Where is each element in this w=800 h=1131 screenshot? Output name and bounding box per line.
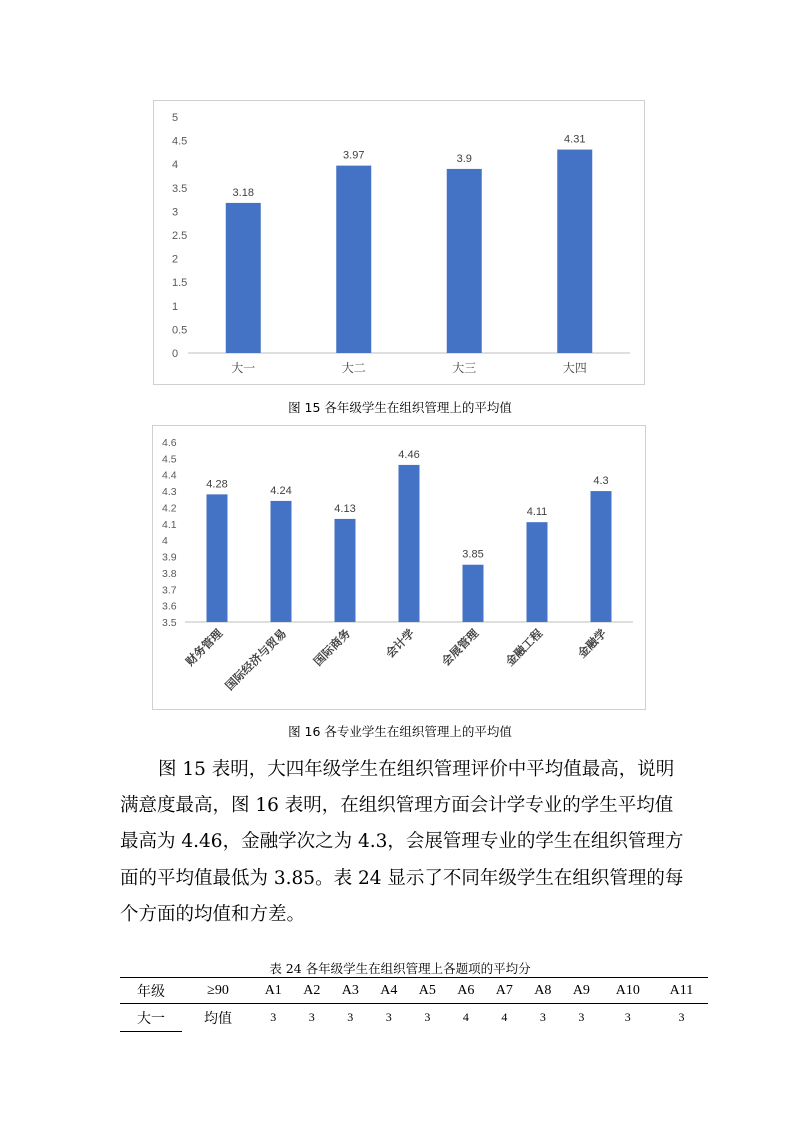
header-cell: A9 — [562, 978, 601, 1004]
header-cell: A4 — [370, 978, 409, 1004]
x-tick-label: 大一 — [231, 361, 256, 375]
figure-16-caption: 图 16 各专业学生在组织管理上的平均值 — [288, 724, 512, 739]
bar — [335, 519, 356, 622]
y-tick-label: 3 — [172, 206, 179, 219]
x-tick-label: 会计学 — [384, 627, 418, 661]
table-cell: 3 — [578, 1010, 585, 1025]
header-cell: A5 — [408, 978, 447, 1004]
data-label: 3.9 — [456, 152, 472, 165]
grade-score-table — [120, 977, 708, 1032]
table-cell: 4 — [462, 1010, 469, 1025]
bar — [271, 501, 292, 622]
x-tick-label: 国际经济与贸易 — [223, 627, 290, 694]
y-tick-label: 0.5 — [172, 324, 188, 337]
table-header-row — [120, 978, 708, 1004]
y-tick-label: 0 — [172, 348, 179, 360]
figure-16-chart — [152, 425, 646, 710]
table-cell: 3 — [678, 1010, 685, 1025]
y-tick-label: 4.4 — [162, 469, 177, 482]
y-tick-label: 4.6 — [162, 437, 177, 449]
y-tick-label: 3.7 — [162, 584, 177, 597]
y-tick-label: 4.1 — [162, 518, 177, 531]
table-cell-grade: 大一 — [120, 1004, 182, 1032]
bar — [447, 169, 482, 353]
y-tick-label: 1.5 — [172, 277, 188, 290]
y-tick-label: 3.9 — [162, 551, 177, 564]
table-cell: 3 — [308, 1010, 315, 1025]
y-tick-label: 4.2 — [162, 502, 177, 515]
x-tick-label: 国际商务 — [312, 627, 354, 669]
data-label: 3.97 — [343, 149, 365, 162]
header-cell: A3 — [331, 978, 370, 1004]
y-tick-label: 5 — [172, 112, 179, 124]
data-label: 4.24 — [270, 484, 292, 497]
header-cell: ≥90 — [182, 978, 254, 1004]
data-label: 4.3 — [593, 475, 609, 488]
table-cell: 3 — [624, 1010, 631, 1025]
bar — [226, 203, 261, 353]
data-label: 4.28 — [206, 478, 228, 491]
figure-15-chart — [153, 100, 645, 385]
data-label: 4.11 — [526, 506, 548, 519]
y-tick-label: 4 — [172, 159, 179, 172]
y-tick-label: 3.5 — [162, 617, 177, 629]
paragraph-line: 面的平均值最低为 3.85。表 24 显示了不同年级学生在组织管理的每 — [120, 867, 684, 889]
y-tick-label: 4.5 — [162, 453, 177, 466]
table-title: 表 24 各年级学生在组织管理上各题项的平均分 — [269, 961, 531, 976]
bar — [557, 150, 592, 353]
paragraph-line: 最高为 4.46，金融学次之为 4.3，会展管理专业的学生在组织管理方 — [120, 831, 684, 853]
y-tick-label: 4.3 — [162, 486, 177, 499]
table-cell: 3 — [385, 1010, 392, 1025]
data-label: 3.18 — [232, 186, 254, 199]
y-tick-label: 4 — [162, 535, 168, 548]
data-label: 3.85 — [462, 548, 484, 561]
x-tick-label: 大二 — [341, 361, 366, 375]
x-tick-label: 财务管理 — [184, 627, 226, 669]
x-tick-label: 大三 — [452, 361, 477, 375]
y-tick-label: 1 — [172, 300, 179, 313]
paragraph-line: 满意度最高，图 16 表明，在组织管理方面会计学专业的学生平均值 — [120, 795, 674, 817]
header-cell: A6 — [447, 978, 486, 1004]
table-cell: 4 — [501, 1010, 508, 1025]
header-cell: A7 — [485, 978, 524, 1004]
table-cell-label: 均值 — [204, 1011, 232, 1027]
bar — [527, 522, 548, 622]
y-tick-label: 3.8 — [162, 567, 177, 580]
chart-major-avg — [153, 426, 645, 709]
figure-15-caption: 图 15 各年级学生在组织管理上的平均值 — [288, 400, 512, 415]
y-tick-label: 3.6 — [162, 600, 177, 613]
data-label: 4.46 — [398, 448, 420, 461]
paragraph-line: 图 15 表明，大四年级学生在组织管理评价中平均值最高，说明 — [158, 759, 675, 780]
x-tick-label: 大四 — [562, 361, 587, 375]
y-tick-label: 4.5 — [172, 135, 188, 148]
data-label: 4.31 — [564, 133, 586, 146]
bar — [336, 166, 371, 353]
bar — [591, 491, 612, 622]
table-row — [120, 1004, 708, 1032]
header-cell: 年级 — [120, 978, 182, 1004]
x-tick-label: 金融学 — [576, 627, 610, 661]
table-cell: 3 — [424, 1010, 431, 1025]
bar — [207, 494, 228, 622]
chart-grade-avg — [154, 101, 644, 384]
header-cell: A8 — [524, 978, 563, 1004]
table-cell: 3 — [270, 1010, 277, 1025]
y-tick-label: 3.5 — [172, 182, 188, 195]
header-cell: A10 — [601, 978, 655, 1004]
y-tick-label: 2.5 — [172, 230, 188, 242]
table-cell: 3 — [539, 1010, 546, 1025]
x-tick-label: 金融工程 — [504, 627, 546, 669]
bar — [463, 565, 484, 622]
header-cell: A1 — [254, 978, 293, 1004]
header-cell: A2 — [293, 978, 332, 1004]
y-tick-label: 2 — [172, 253, 179, 266]
paragraph-line: 个方面的均值和方差。 — [120, 903, 306, 925]
body-paragraph — [120, 752, 690, 933]
table-cell: 3 — [347, 1010, 354, 1025]
header-cell: A11 — [655, 978, 708, 1004]
bar — [399, 465, 420, 622]
x-tick-label: 会展管理 — [440, 627, 482, 669]
data-label: 4.13 — [334, 502, 356, 515]
